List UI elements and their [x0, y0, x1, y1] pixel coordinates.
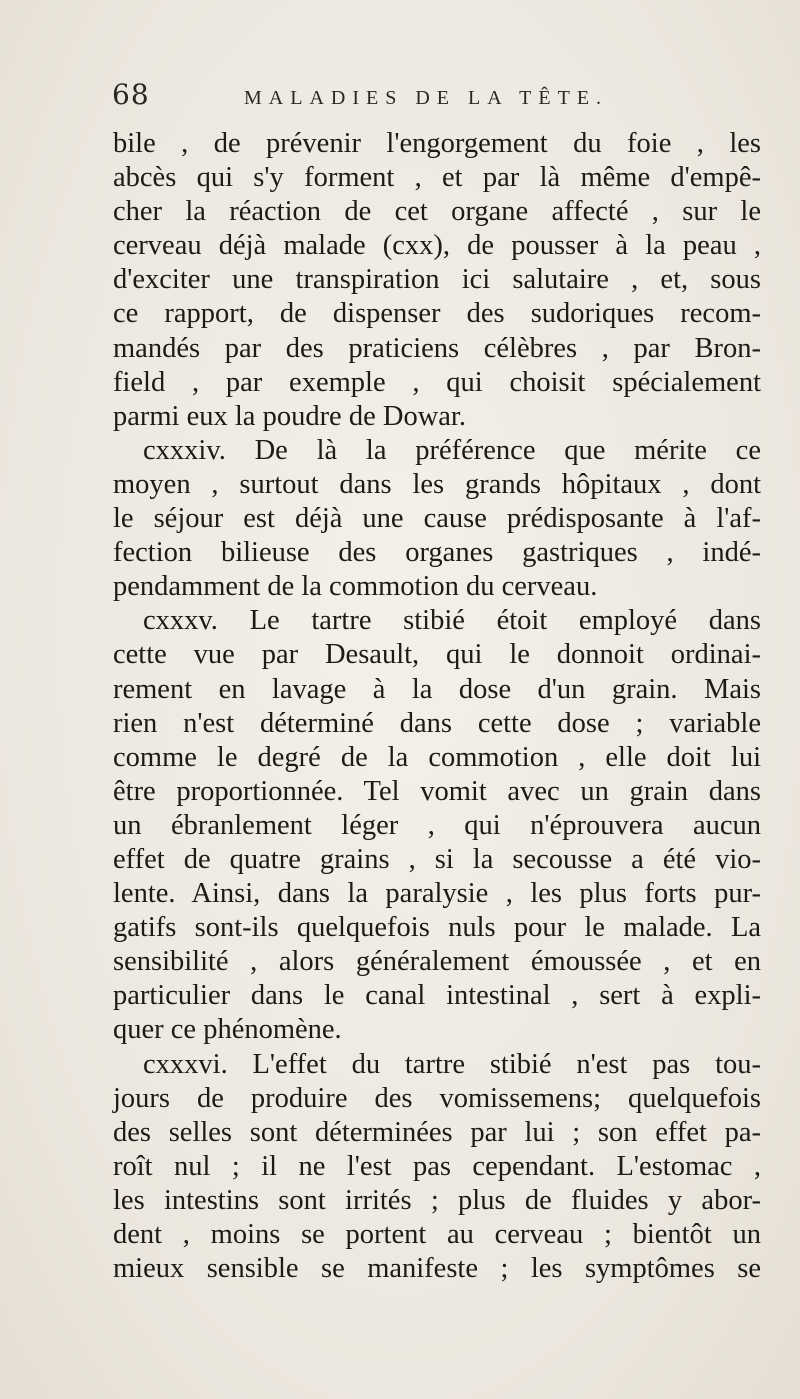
- text-line: cerveau déjà malade (cxx), de pousser à la peau ,: [113, 230, 761, 262]
- text-line: des selles sont déterminées par lui ; son effet pa-: [113, 1116, 761, 1148]
- text-line: ce rapport, de dispenser des sudoriques recom-: [113, 298, 761, 330]
- text-line: moyen , surtout dans les grands hôpitaux , dont: [113, 468, 761, 500]
- text-line: abcès qui s'y forment , et par là même d'empê-: [113, 162, 761, 194]
- page-header: [112, 78, 732, 118]
- text-line: bile , de prévenir l'engorgement du foie , les: [113, 128, 761, 159]
- text-line: rement en lavage à la dose d'un grain. Mais: [113, 673, 761, 705]
- text-line: fection bilieuse des organes gastriques , indé-: [113, 537, 761, 569]
- text-line: mieux sensible se manifeste ; les symptômes se: [113, 1253, 761, 1285]
- text-line: cxxxvi. L'effet du tartre stibié n'est pas tou-: [143, 1048, 761, 1080]
- running-head: MALADIES DE LA TÊTE.: [244, 87, 609, 109]
- text-line: le séjour est déjà une cause prédisposante à l'af-: [113, 503, 761, 535]
- text-line: d'exciter une transpiration ici salutaire , et, sous: [113, 264, 761, 296]
- text-line: les intestins sont irrités ; plus de fluides y abor-: [113, 1184, 761, 1216]
- text-line: comme le degré de la commotion , elle doit lui: [113, 741, 761, 773]
- text-line: mandés par des praticiens célèbres , par Bron-: [113, 332, 761, 364]
- text-line: sensibilité , alors généralement émoussée , et en: [113, 946, 761, 978]
- text-line: quer ce phénomène.: [113, 1014, 342, 1046]
- text-line: cette vue par Desault, qui le donnoit ordinai-: [113, 639, 761, 671]
- text-line: field , par exemple , qui choisit spécialement: [113, 366, 761, 398]
- text-line: cxxxiv. De là la préférence que mérite ce: [143, 434, 761, 466]
- text-line: cher la réaction de cet organe affecté , sur le: [113, 196, 761, 228]
- text-line: effet de quatre grains , si la secousse a été vio-: [113, 843, 761, 875]
- text-line: gatifs sont-ils quelquefois nuls pour le malade. La: [113, 912, 761, 944]
- text-line: roît nul ; il ne l'est pas cependant. L'estomac ,: [113, 1150, 761, 1182]
- text-line: pendamment de la commotion du cerveau.: [113, 571, 598, 603]
- body-text: [113, 127, 761, 1286]
- text-line: rien n'est déterminé dans cette dose ; variable: [113, 707, 761, 739]
- text-line: dent , moins se portent au cerveau ; bientôt un: [113, 1219, 761, 1250]
- text-line: particulier dans le canal intestinal , sert à expli-: [113, 980, 761, 1012]
- text-line: un ébranlement léger , qui n'éprouvera aucun: [113, 809, 761, 841]
- text-line: lente. Ainsi, dans la paralysie , les plus forts pur-: [113, 878, 761, 910]
- text-line: être proportionnée. Tel vomit avec un grain dans: [113, 775, 761, 807]
- page-number: 68: [112, 78, 150, 111]
- text-line: jours de produire des vomissemens; quelquefois: [113, 1082, 761, 1114]
- text-line: parmi eux la poudre de Dowar.: [113, 400, 466, 432]
- text-line: cxxxv. Le tartre stibié étoit employé dans: [143, 605, 761, 637]
